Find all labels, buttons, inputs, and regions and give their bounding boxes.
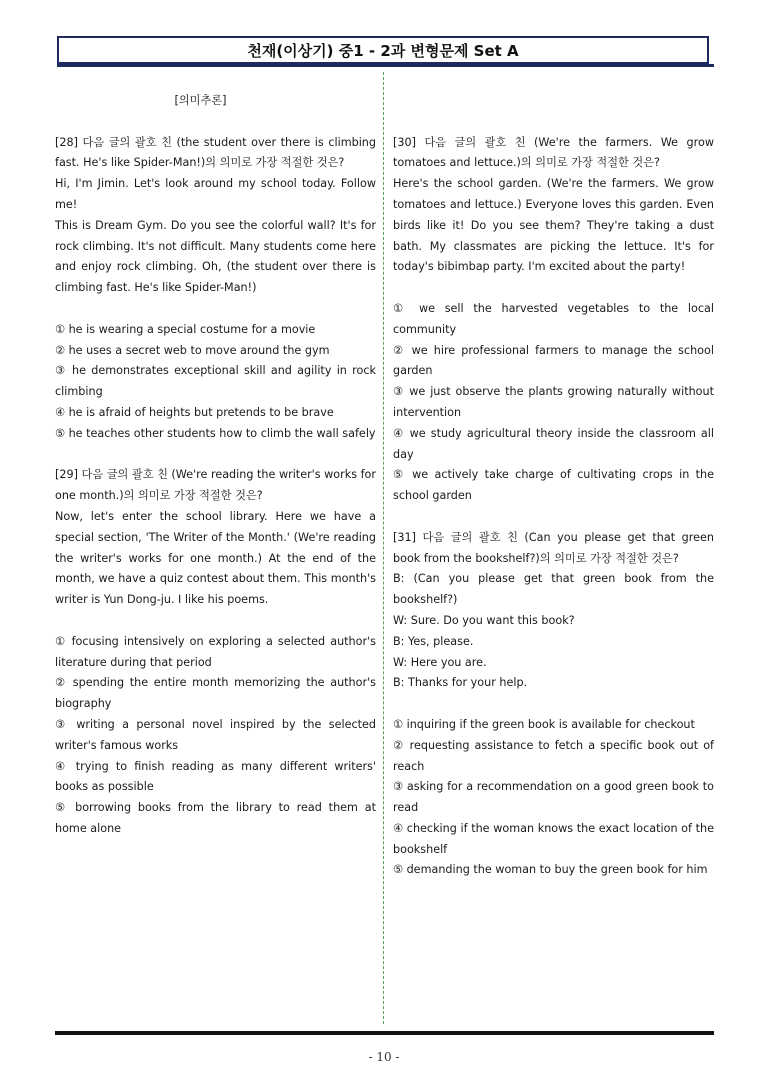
- question-heading: [28] 다음 글의 괄호 친 (the student over there is climbing fast. He's like Spider-Man!)의 의미로 가장 적절한 것은?: [55, 135, 376, 170]
- left-column: [55, 91, 376, 840]
- answer-option: ① we sell the harvested vegetables to the local community: [393, 301, 714, 336]
- question-31: [393, 528, 714, 882]
- page-title: 천재(이상기) 중1 - 2과 변형문제 Set A: [247, 41, 519, 60]
- dialogue-line: B: (Can you please get that green book from the bookshelf?): [393, 572, 714, 607]
- question-heading: [29] 다음 글의 괄호 친 (We're reading the writer's works for one month.)의 의미로 가장 적절한 것은?: [55, 468, 376, 503]
- answer-option: ③ we just observe the plants growing naturally without intervention: [393, 385, 714, 419]
- question-passage: Hi, I'm Jimin. Let's look around my school today. Follow me! This is Dream Gym. Do you see the colorful wall? It's for rock climbing. It's not difficult. Many students come here and enjoy rock climbing. Oh, (the student over there is climbing fast. He's like Spider-Man!): [55, 177, 376, 295]
- section-tag: [의미추론]: [174, 94, 227, 107]
- answer-option: ④ we study agricultural theory inside the classroom all day: [393, 426, 714, 461]
- answer-option: ② spending the entire month memorizing the author's biography: [55, 676, 376, 711]
- answer-option: ④ checking if the woman knows the exact location of the bookshelf: [393, 821, 714, 856]
- page-header: [57, 36, 709, 64]
- answer-option: ① inquiring if the green book is available for checkout: [393, 717, 695, 731]
- answer-option: ⑤ demanding the woman to buy the green book for him: [393, 863, 708, 877]
- answer-option: ③ asking for a recommendation on a good green book to read: [393, 780, 714, 815]
- question-heading: [30] 다음 글의 괄호 친 (We're the farmers. We grow tomatoes and lettuce.)의 의미로 가장 적절한 것은?: [393, 135, 714, 170]
- question-passage: Here's the school garden. (We're the farmers. We grow tomatoes and lettuce.) Everyone loves this garden. Even birds like it! Do you see them? They're taking a dust bath. My classmates are picking the lettuce. It's for today's bibimbap party. I'm excited about the party!: [393, 177, 714, 274]
- dialogue-line: B: Thanks for your help.: [393, 676, 528, 690]
- answer-option: ① focusing intensively on exploring a selected author's literature during that period: [55, 634, 376, 669]
- answer-option: ④ he is afraid of heights but pretends to be brave: [55, 405, 334, 419]
- question-30: [393, 133, 714, 507]
- question-29: [55, 465, 376, 839]
- answer-option: ③ writing a personal novel inspired by the selected writer's famous works: [55, 717, 376, 752]
- answer-option: ⑤ he teaches other students how to climb the wall safely: [55, 426, 376, 440]
- answer-option: ② requesting assistance to fetch a specific book out of reach: [393, 738, 714, 773]
- dialogue-line: W: Sure. Do you want this book?: [393, 613, 575, 627]
- header-underline: [57, 64, 714, 67]
- question-heading: [31] 다음 글의 괄호 친 (Can you please get that green book from the bookshelf?)의 의미로 가장 적절한 것은?: [393, 530, 714, 565]
- question-28: [55, 133, 376, 445]
- dialogue-line: B: Yes, please.: [393, 634, 474, 648]
- column-divider: [383, 72, 384, 1024]
- answer-option: ② he uses a secret web to move around the gym: [55, 343, 330, 357]
- answer-option: ② we hire professional farmers to manage the school garden: [393, 343, 714, 378]
- answer-option: ⑤ we actively take charge of cultivating crops in the school garden: [393, 468, 714, 503]
- answer-option: ① he is wearing a special costume for a movie: [55, 322, 316, 336]
- question-passage: Now, let's enter the school library. Here we have a special section, 'The Writer of the Month.' (We're reading the writer's works for one month.) At the end of the month, we have a quiz contest about them. This month's writer is Yun Dong-ju. I like his poems.: [55, 509, 376, 607]
- dialogue-line: W: Here you are.: [393, 655, 487, 669]
- answer-option: ③ he demonstrates exceptional skill and agility in rock climbing: [55, 364, 376, 399]
- page-number: - 10 -: [368, 1050, 400, 1064]
- right-column: [393, 91, 714, 881]
- answer-option: ④ trying to finish reading as many different writers' books as possible: [55, 759, 376, 794]
- footer-rule: [55, 1031, 714, 1035]
- answer-option: ⑤ borrowing books from the library to read them at home alone: [55, 801, 376, 835]
